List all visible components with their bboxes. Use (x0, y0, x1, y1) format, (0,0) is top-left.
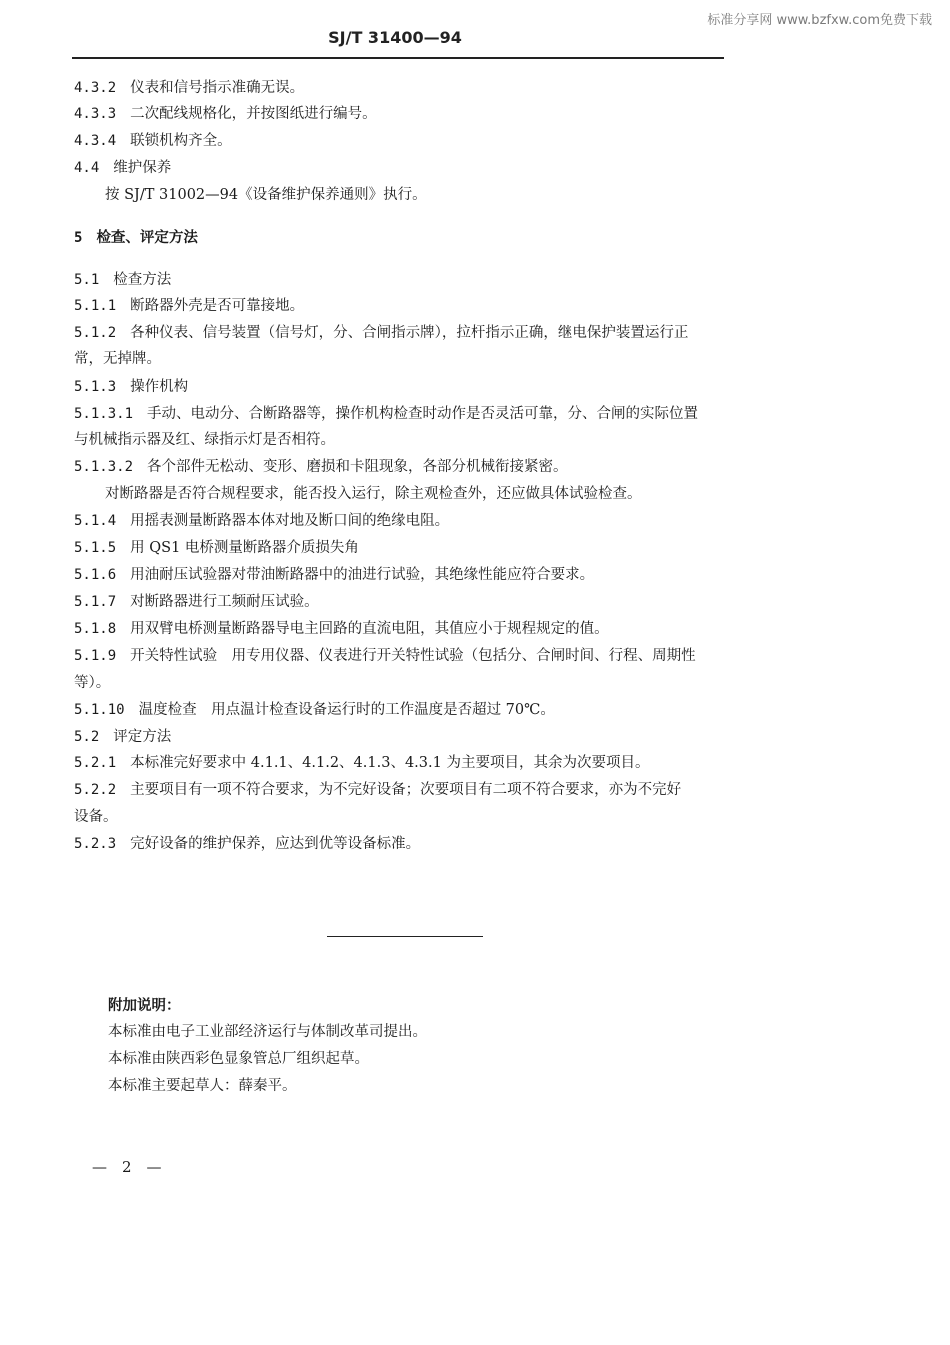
notes-title: 附加说明： (108, 998, 181, 1014)
clause-5-1-9: 5.1.9 开关特性试验 用专用仪器、仪表进行开关特性试验（包括分、合闸时间、行程、周期性 (74, 648, 696, 664)
clause-4-4: 4.4 维护保养 (74, 160, 172, 176)
clause-5-2-2-cont: 设备。 (74, 809, 118, 825)
clause-4-3-3: 4.3.3 二次配线规格化，并按图纸进行编号。 (74, 106, 377, 122)
clause-5-2-1: 5.2.1 本标准完好要求中 4.1.1、4.1.2、4.1.3、4.3.1 为主要项目，其余为次要项目。 (74, 755, 650, 771)
clause-5-2-3: 5.2.3 完好设备的维护保养，应达到优等设备标准。 (74, 836, 421, 852)
notes-item: 本标准由电子工业部经济运行与体制改革司提出。 (108, 1024, 427, 1040)
header-rule (72, 57, 724, 59)
clause-5-1: 5.1 检查方法 (74, 272, 172, 288)
clause-4-4-body: 按 SJ/T 31002—94《设备维护保养通则》执行。 (105, 187, 427, 203)
clause-5-1-8: 5.1.8 用双臂电桥测量断路器导电主回路的直流电阻，其值应小于规程规定的值。 (74, 621, 609, 637)
clause-4-3-4: 4.3.4 联锁机构齐全。 (74, 133, 232, 149)
clause-5-1-9-cont: 等）。 (74, 675, 111, 691)
clause-5-1-1: 5.1.1 断路器外壳是否可靠接地。 (74, 298, 305, 314)
clause-5-1-10: 5.1.10 温度检查 用点温计检查设备运行时的工作温度是否超过 70℃。 (74, 702, 555, 718)
clause-5-1-3: 5.1.3 操作机构 (74, 379, 189, 395)
clause-5-2-2: 5.2.2 主要项目有一项不符合要求，为不完好设备；次要项目有二项不符合要求，亦为不完好 (74, 782, 682, 798)
clause-5-1-5: 5.1.5 用 QS1 电桥测量断路器介质损失角 (74, 540, 359, 556)
clause-5-1-2-cont: 常，无掉牌。 (74, 351, 161, 367)
standard-code-header: SJ/T 31400—94 (328, 28, 462, 47)
section-5-heading: 5 检查、评定方法 (74, 230, 198, 246)
clause-5-1-4: 5.1.4 用摇表测量断路器本体对地及断口间的绝缘电阻。 (74, 513, 450, 529)
clause-5-2: 5.2 评定方法 (74, 729, 172, 745)
clause-4-3-2: 4.3.2 仪表和信号指示准确无误。 (74, 80, 305, 96)
page-number: — 2 — (92, 1158, 162, 1176)
clause-5-1-3-2: 5.1.3.2 各个部件无松动、变形、磨损和卡阻现象，各部分机械衔接紧密。 (74, 459, 568, 475)
clause-5-1-3-1: 5.1.3.1 手动、电动分、合断路器等，操作机构检查时动作是否灵活可靠，分、合闸的实际位置 (74, 406, 699, 422)
watermark-text: 标准分享网 www.bzfxw.com免费下载 (707, 13, 932, 28)
clause-5-1-7: 5.1.7 对断路器进行工频耐压试验。 (74, 594, 319, 610)
notes-item: 本标准由陕西彩色显象管总厂组织起草。 (108, 1051, 369, 1067)
clause-5-1-6: 5.1.6 用油耐压试验器对带油断路器中的油进行试验，其绝缘性能应符合要求。 (74, 567, 595, 583)
notes-item: 本标准主要起草人：薛秦平。 (108, 1078, 297, 1094)
clause-5-1-2: 5.1.2 各种仪表、信号装置（信号灯，分、合闸指示牌），拉杆指示正确，继电保护装置运行正 (74, 325, 689, 341)
end-rule (327, 936, 483, 937)
clause-5-1-3-2-body: 对断路器是否符合规程要求，能否投入运行，除主观检查外，还应做具体试验检查。 (105, 486, 642, 502)
clause-5-1-3-1-cont: 与机械指示器及红、绿指示灯是否相符。 (74, 432, 335, 448)
